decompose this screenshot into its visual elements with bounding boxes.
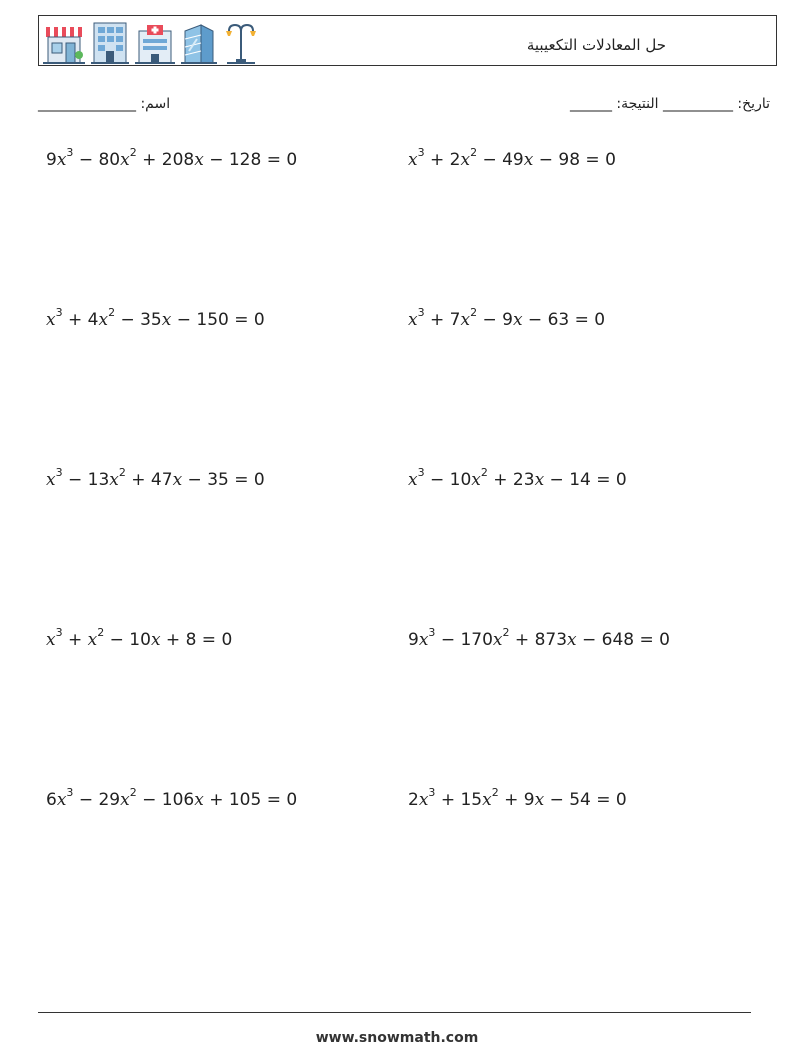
equation-2-1: $x^3 + 4x^2 - 35x - 150 = 0$ — [46, 306, 265, 330]
equation-4-1: $x^3 + x^2 - 10x + 8 = 0$ — [46, 626, 233, 650]
hospital-icon — [135, 21, 175, 65]
glass-office-tower-icon — [181, 21, 217, 65]
street-lamp-icon — [223, 21, 259, 65]
worksheet-title: حل المعادلات التكعيبية — [526, 36, 666, 54]
equation-3-2: $x^3 - 10x^2 + 23x - 14 = 0$ — [408, 466, 627, 490]
apartment-building-icon — [91, 21, 129, 65]
shop-icon — [43, 21, 85, 65]
equation-4-2: $9x^3 - 170x^2 + 873x - 648 = 0$ — [408, 626, 670, 650]
equation-1-2: $x^3 + 2x^2 - 49x - 98 = 0$ — [408, 146, 616, 170]
equation-5-2: $2x^3 + 15x^2 + 9x - 54 = 0$ — [408, 786, 627, 810]
equation-5-1: $6x^3 - 29x^2 - 106x + 105 = 0$ — [46, 786, 298, 810]
equation-1-1: $9x^3 - 80x^2 + 208x - 128 = 0$ — [46, 146, 298, 170]
footer-url: www.snowmath.com — [315, 1030, 479, 1046]
name-field: ______________ :اسم — [38, 96, 171, 112]
date-score-field: ______ :تاريخ: __________ النتيجة — [569, 96, 770, 112]
equation-3-1: $x^3 - 13x^2 + 47x - 35 = 0$ — [46, 466, 265, 490]
footer-divider — [38, 1012, 751, 1013]
equation-2-2: $x^3 + 7x^2 - 9x - 63 = 0$ — [408, 306, 606, 330]
worksheet-header — [38, 15, 777, 66]
header-icons — [43, 19, 259, 65]
